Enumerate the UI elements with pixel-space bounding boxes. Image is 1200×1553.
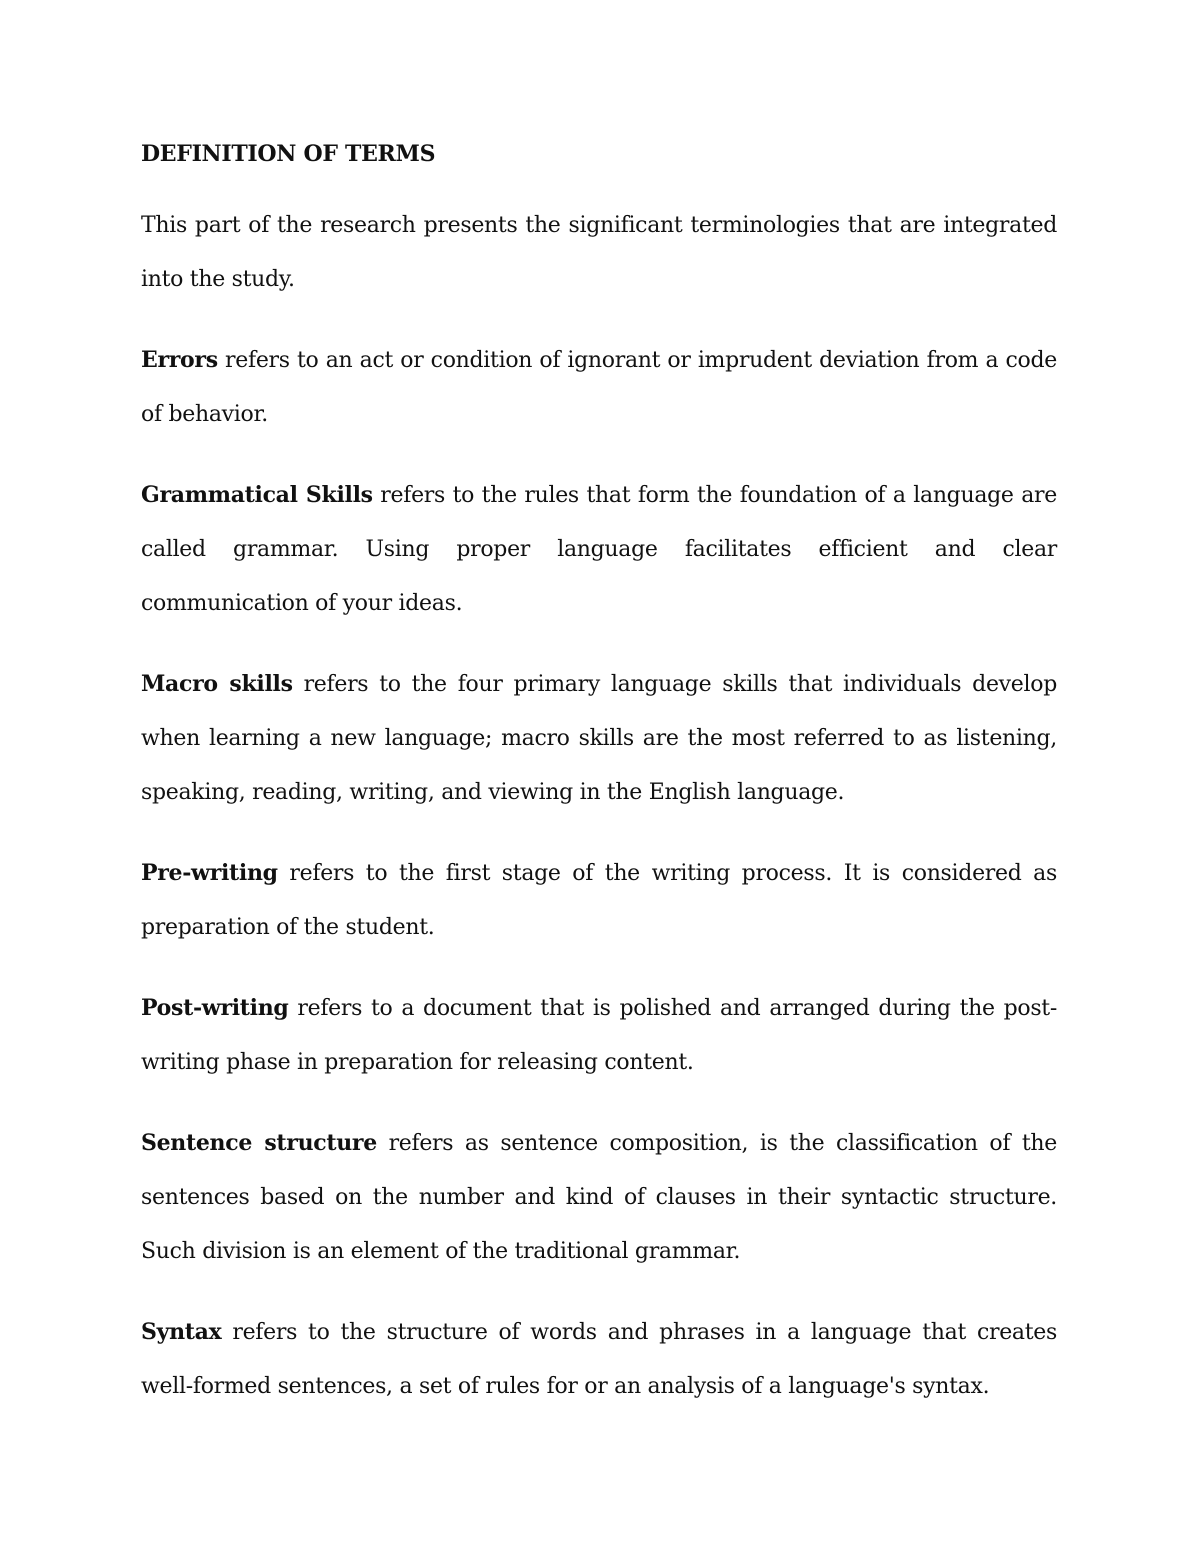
term-sentence-structure: Sentence structure (141, 1130, 377, 1156)
definition-paragraph-pre-writing (141, 846, 1057, 955)
definition-text-post-writing: refers to a document that is polished and arranged during the post-writing phase in preparation for releasing content. (141, 996, 1057, 1075)
definition-paragraph-grammatical-skills (141, 468, 1057, 631)
definition-paragraph-syntax (141, 1305, 1057, 1414)
definition-text-errors: refers to an act or condition of ignorant or imprudent deviation from a code of behavior. (141, 348, 1057, 427)
document-body (141, 137, 1057, 1440)
definition-text-grammatical-skills: refers to the rules that form the foundation of a language are called grammar. Using proper language facilitates efficient and clear communication of your ideas. (141, 483, 1057, 616)
definition-paragraph-macro-skills (141, 657, 1057, 820)
definition-paragraph-post-writing (141, 981, 1057, 1090)
term-grammatical-skills: Grammatical Skills (141, 482, 373, 508)
definition-paragraph-sentence-structure (141, 1116, 1057, 1279)
section-heading: DEFINITION OF TERMS (141, 141, 436, 167)
term-macro-skills: Macro skills (141, 671, 293, 697)
definition-text-macro-skills: refers to the four primary language skills that individuals develop when learning a new language; macro skills are the most referred to as listening, speaking, reading, writing, and viewing in the English language. (141, 672, 1057, 805)
definition-text-sentence-structure: refers as sentence composition, is the classification of the sentences based on the number and kind of clauses in their syntactic structure. Such division is an element of the traditional grammar. (141, 1131, 1057, 1264)
definition-text-syntax: refers to the structure of words and phrases in a language that creates well-formed sentences, a set of rules for or an analysis of a language's syntax. (141, 1320, 1057, 1399)
definition-text-pre-writing: refers to the first stage of the writing process. It is considered as preparation of the student. (141, 861, 1057, 940)
intro-paragraph: This part of the research presents the significant terminologies that are integrated into the study. (141, 213, 1057, 292)
definition-paragraph-errors (141, 333, 1057, 442)
term-pre-writing: Pre-writing (141, 860, 278, 886)
term-post-writing: Post-writing (141, 995, 289, 1021)
term-errors: Errors (141, 347, 218, 373)
term-syntax: Syntax (141, 1319, 222, 1345)
